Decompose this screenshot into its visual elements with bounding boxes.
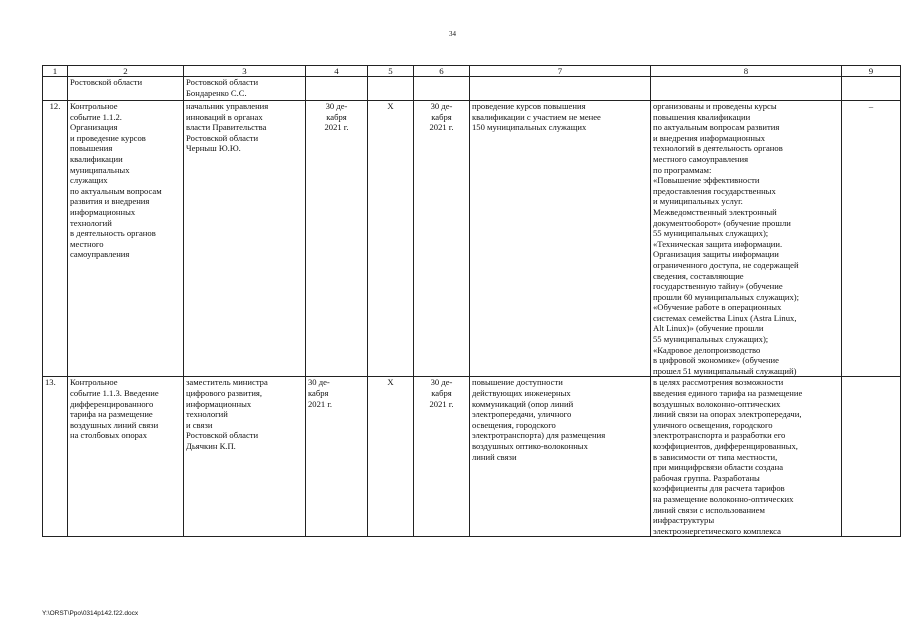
responsible-cell: начальник управления инноваций в органах власти Правительства Ростовской области Черныш Ю.Ю. (184, 101, 306, 377)
table-row-13 (43, 377, 901, 537)
event-cell: Ростовской области (68, 77, 184, 101)
report-table (42, 65, 901, 537)
cell-empty (368, 77, 414, 101)
event-cell: Контрольное событие 1.1.3. Введение дифференцированного тарифа на размещение воздушных линий связи на столбовых опорах (68, 377, 184, 537)
plan-date-cell: 30 де- кабря 2021 г. (306, 101, 368, 377)
event-cell: Контрольное событие 1.1.2. Организация и проведение курсов повышения квалификации муниципальных служащих по актуальным вопросам развития и внедрения информационных технологий в деятельность органов местного самоуправления (68, 101, 184, 377)
plan-date-cell: 30 де- кабря 2021 г. (306, 377, 368, 537)
header-col-9: 9 (842, 66, 901, 77)
row-number: 12. (43, 101, 68, 377)
fact-date-cell: 30 де- кабря 2021 г. (414, 377, 470, 537)
cell-empty (306, 77, 368, 101)
cell-empty (43, 77, 68, 101)
table-row-continued (43, 77, 901, 101)
header-col-6: 6 (414, 66, 470, 77)
header-col-7: 7 (470, 66, 651, 77)
col5-cell: Х (368, 377, 414, 537)
page-number: 34 (449, 30, 456, 38)
table-row-12 (43, 101, 901, 377)
header-col-3: 3 (184, 66, 306, 77)
header-col-8: 8 (651, 66, 842, 77)
col5-cell: Х (368, 101, 414, 377)
fact-date-cell: 30 де- кабря 2021 г. (414, 101, 470, 377)
cell-empty (470, 77, 651, 101)
header-col-4: 4 (306, 66, 368, 77)
col9-cell: – (842, 101, 901, 377)
row-number: 13. (43, 377, 68, 537)
header-col-5: 5 (368, 66, 414, 77)
cell-empty (414, 77, 470, 101)
planned-result-cell: повышение доступности действующих инженерных коммуникаций (опор линий электропередачи, уличного освещения, городского электротранспорта) для размещения воздушных оптико-волоконных линий связи (470, 377, 651, 537)
responsible-cell: заместитель министра цифрового развития, информационных технологий и связи Ростовской области Дьячкин К.П. (184, 377, 306, 537)
header-row (43, 66, 901, 77)
col9-cell (842, 377, 901, 537)
cell-empty (651, 77, 842, 101)
planned-result-cell: проведение курсов повышения квалификации с участием не менее 150 муниципальных служащих (470, 101, 651, 377)
actual-result-cell: организованы и проведены курсы повышения квалификации по актуальным вопросам развития и внедрения информационных технологий в деятельность органов местного самоуправления по программам: «Повышение эффективности предоставления государственных и муниципальных услуг. Межведомственный электронный документооборот» (обучение прошли 55 муниципальных служащих); «Техническая защита информации. Организация защиты информации ограниченного доступа, не содержащей сведения, составляющие государственную тайну» (обучение прошли 60 муниципальных служащих); «Обучение работе в операционных системах семейства Linux (Astra Linux, Alt Linux)» (обучение прошли 55 муниципальных служащих); «Кадровое делопроизводство в цифровой экономике» (обучение прошел 51 муниципальный служащий) (651, 101, 842, 377)
responsible-cell: Ростовской области Бондаренко С.С. (184, 77, 306, 101)
cell-empty (842, 77, 901, 101)
file-path-footer: Y:\ORST\Ppo\0314p142.f22.docx (42, 610, 139, 617)
header-col-2: 2 (68, 66, 184, 77)
actual-result-cell: в целях рассмотрения возможности введения единого тарифа на размещение воздушных волоконно-оптических линий связи на опорах электропередачи, уличного освещения, городского электротранспорта и разработки его коэффициентов, дифференцированных, в зависимости от типа местности, при минцифрсвязи области создана рабочая группа. Разработаны коэффициенты для расчета тарифов на размещение волоконно-оптических линий связи с использованием инфраструктуры электроэнергетического комплекса (651, 377, 842, 537)
header-col-1: 1 (43, 66, 68, 77)
